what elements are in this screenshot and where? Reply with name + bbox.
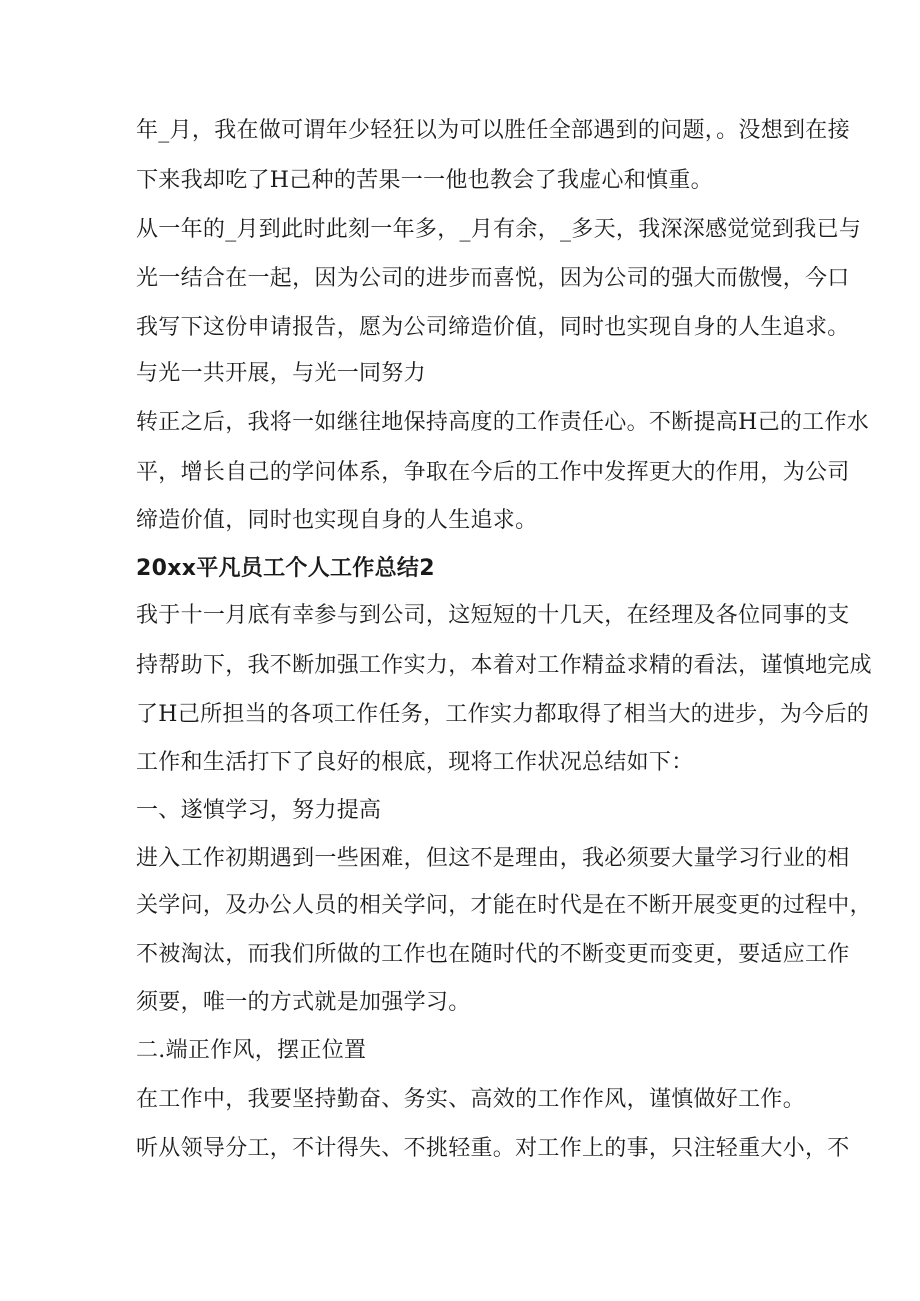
paragraph-line: 下来我却吃了H己种的苦果一一他也教会了我虚心和慎重。 (136, 168, 713, 193)
paragraph-line: 须要，唯一的方式就是加强学习。 (136, 990, 471, 1015)
section-heading: 一、遂慎学习，努力提高 (136, 798, 382, 823)
paragraph-line: 持帮助下，我不断加强工作实力，本着对工作精益求精的看法，谨慎地完成 (136, 653, 872, 678)
paragraph-line: 年_月，我在做可谓年少轻狂以为可以胜任全部遇到的问题，。没想到在接 (136, 118, 850, 143)
paragraph-line: 我于十一月底有幸参与到公司，这短短的十几天，在经理及各位同事的支 (136, 603, 850, 628)
section-heading: 与光一共开展，与光一同努力 (136, 361, 426, 386)
paragraph-line: 转正之后，我将一如继往地保持高度的工作责任心。不断提高H己的工作水 (136, 410, 870, 435)
section-heading: 二.端正作风，摆正位置 (136, 1038, 367, 1063)
document-title: 20xx平凡员工个人工作总结2 (136, 556, 435, 581)
paragraph-line: 不被淘汰，而我们所做的工作也在随时代的不断变更而变更，要适应工作 (136, 942, 850, 967)
paragraph-line: 平，增长自己的学问体系，争取在今后的工作中发挥更大的作用，为公司 (136, 460, 850, 485)
paragraph-line: 缔造价值，同时也实现自身的人生追求。 (136, 508, 538, 533)
paragraph-line: 进入工作初期遇到一些困难，但这不是理由，我必须要大量学习行业的相 (136, 846, 850, 871)
paragraph-line: 工作和生活打下了良好的根底，现将工作状况总结如下： (136, 750, 694, 775)
paragraph-line: 在工作中，我要坚持勤奋、务实、高效的工作作风，谨慎做好工作。 (136, 1087, 806, 1112)
paragraph-line: 听从领导分工，不计得失、不挑轻重。对工作上的事，只注轻重大小，不 (136, 1136, 850, 1161)
paragraph-line: 从一年的_月到此时此刻一年多，_月有余，_多天，我深深感觉觉到我已与 (136, 217, 862, 242)
paragraph-line: 我写下这份申请报告，愿为公司缔造价值，同时也实现自身的人生追求。 (136, 315, 850, 340)
paragraph-line: 了H己所担当的各项工作任务，工作实力都取得了相当大的进步，为今后的 (136, 702, 870, 727)
paragraph-line: 关学问，及办公人员的相关学问，才能在时代是在不断开展变更的过程中， (136, 893, 872, 918)
paragraph-line: 光一结合在一起，因为公司的进步而喜悦，因为公司的强大而傲慢，今口 (136, 266, 850, 291)
